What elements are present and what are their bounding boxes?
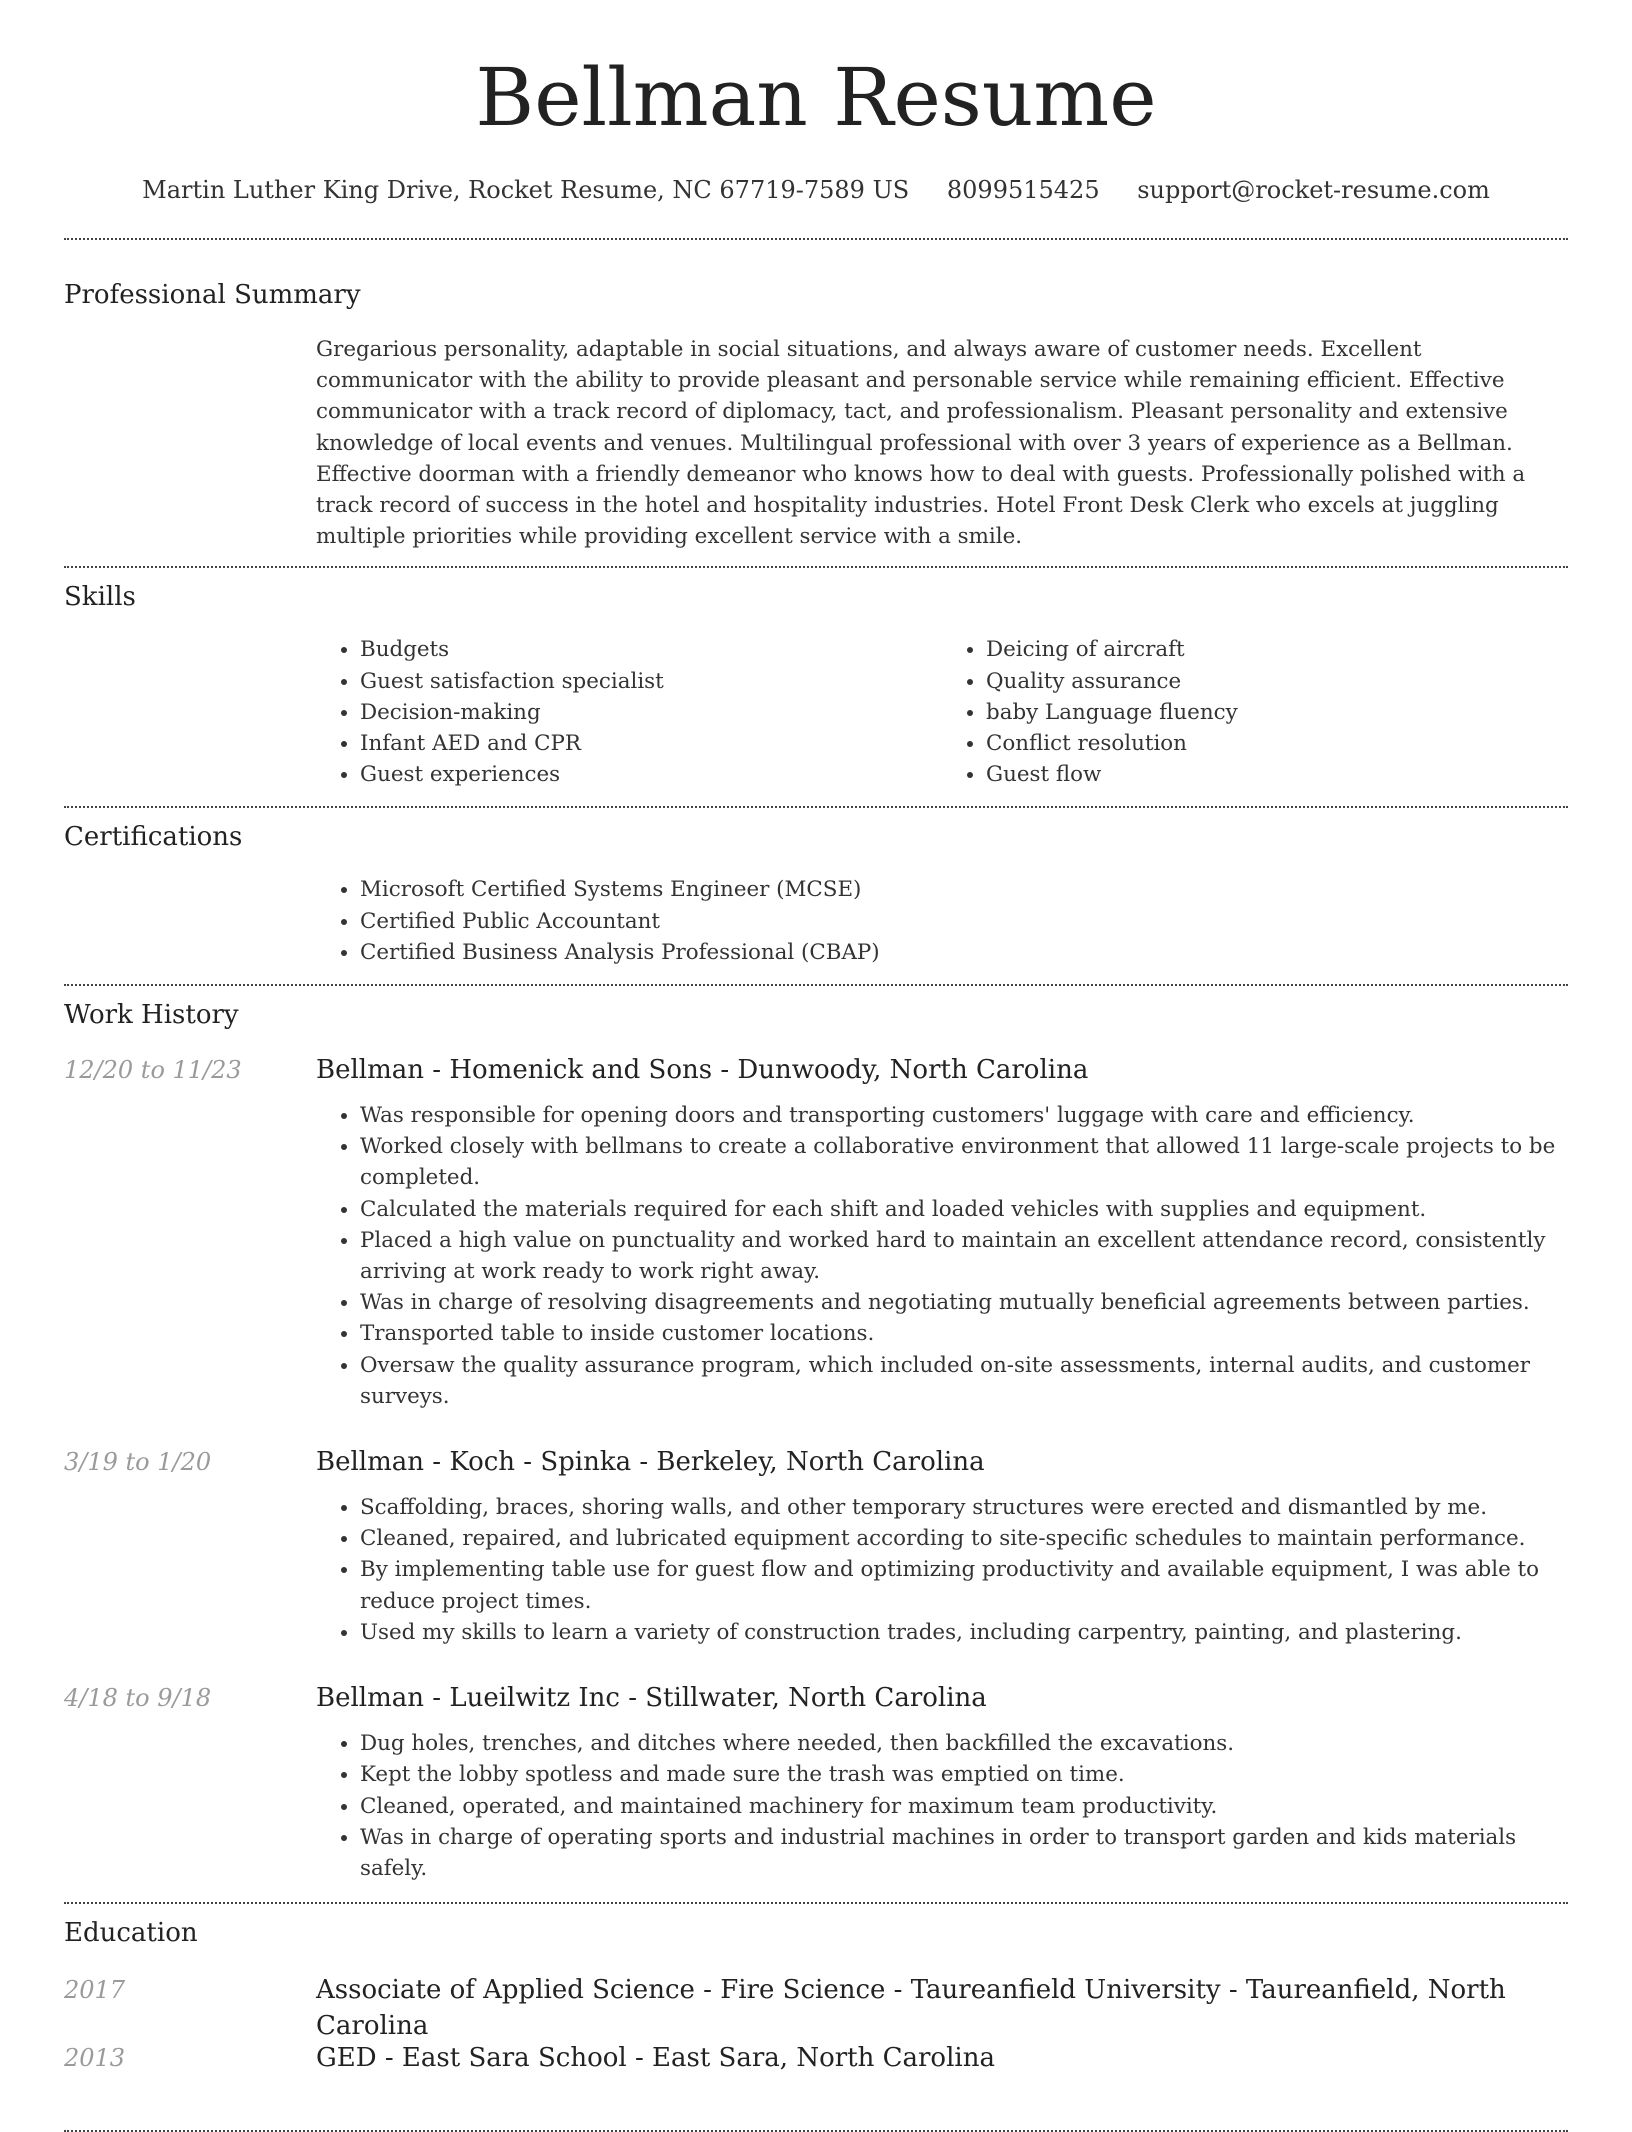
contact-email: support@rocket-resume.com — [1137, 176, 1490, 204]
job-date: 12/20 to 11/23 — [64, 1056, 242, 1085]
job-bullet: • Worked closely with bellmans to create a collaborative environment that allowed 11 large-scale projects to be completed. — [360, 1131, 1568, 1193]
section-heading: Certifications — [64, 822, 243, 853]
section-heading: Professional Summary — [64, 280, 361, 310]
job-entry — [64, 1680, 1568, 1902]
skill-item: • Decision-making — [360, 697, 942, 728]
job-bullet: • Was in charge of resolving disagreements and negotiating mutually beneficial agreements between parties. — [360, 1287, 1568, 1318]
education-date: 2013 — [64, 2044, 126, 2073]
section-heading: Skills — [64, 582, 136, 613]
education-entry — [64, 1972, 1568, 2040]
education-degree: GED - East Sara School - East Sara, North Carolina — [316, 2043, 995, 2074]
job-bullet: • By implementing table use for guest flow and optimizing productivity and available equipment, I was able to reduce project times. — [360, 1554, 1568, 1616]
skill-item: • Quality assurance — [986, 666, 1568, 697]
contact-phone: 8099515425 — [946, 176, 1100, 204]
certification-item: • Certified Public Accountant — [360, 906, 1568, 937]
job-bullets — [316, 1100, 1568, 1412]
certification-item: • Microsoft Certified Systems Engineer (MCSE) — [360, 874, 1568, 905]
skill-item: • Guest experiences — [360, 759, 942, 790]
certification-item: • Certified Business Analysis Professional (CBAP) — [360, 937, 1568, 968]
skill-item: • Guest satisfaction specialist — [360, 666, 942, 697]
job-title: Bellman - Koch - Spinka - Berkeley, North Carolina — [316, 1447, 985, 1478]
skill-item: • Deicing of aircraft — [986, 634, 1568, 665]
job-bullet: • Calculated the materials required for each shift and loaded vehicles with supplies and equipment. — [360, 1194, 1568, 1225]
contact-line — [64, 176, 1568, 204]
section-professional-summary — [64, 240, 1568, 552]
education-entry — [64, 2040, 1568, 2108]
skills-list-right — [942, 634, 1568, 790]
job-title: Bellman - Lueilwitz Inc - Stillwater, North Carolina — [316, 1683, 987, 1714]
summary-text: Gregarious personality, adaptable in social situations, and always aware of customer needs. Excellent communicator with the ability to provide pleasant and personable service while remaining efficient. Effective communicator with a track record of diplomacy, tact, and professionalism. Pleasant personality and extensive knowledge of local events and venues. Multilingual professional with over 3 years of experience as a Bellman. Effective doorman with a friendly demeanor who knows how to deal with guests. Professionally polished with a track record of success in the hotel and hospitality industries. Hotel Front Desk Clerk who excels at juggling multiple priorities while providing excellent service with a smile. — [316, 337, 1526, 550]
section-education — [64, 1904, 1568, 2108]
section-work-history — [64, 986, 1568, 1902]
skill-item: • Guest flow — [986, 759, 1568, 790]
section-heading: Work History — [64, 1000, 239, 1031]
job-bullet: • Cleaned, repaired, and lubricated equipment according to site-specific schedules to maintain performance. — [360, 1523, 1568, 1554]
skills-list-left — [316, 634, 942, 790]
job-bullet: • Oversaw the quality assurance program, which included on-site assessments, internal audits, and customer surveys. — [360, 1350, 1568, 1412]
skill-item: • Conflict resolution — [986, 728, 1568, 759]
section-certifications — [64, 808, 1568, 968]
job-bullet: • Dug holes, trenches, and ditches where needed, then backfilled the excavations. — [360, 1728, 1568, 1759]
skill-item: • Infant AED and CPR — [360, 728, 942, 759]
job-bullets — [316, 1492, 1568, 1648]
skill-item: • baby Language fluency — [986, 697, 1568, 728]
education-date: 2017 — [64, 1976, 126, 2005]
skills-grid — [316, 634, 1568, 790]
section-heading: Education — [64, 1918, 198, 1949]
job-date: 3/19 to 1/20 — [64, 1448, 212, 1477]
job-bullet: • Transported table to inside customer locations. — [360, 1318, 1568, 1349]
job-bullet: • Scaffolding, braces, shoring walls, and other temporary structures were erected and dismantled by me. — [360, 1492, 1568, 1523]
job-bullet: • Was responsible for opening doors and transporting customers' luggage with care and efficiency. — [360, 1100, 1568, 1131]
resume-header — [64, 0, 1568, 204]
job-bullet: • Cleaned, operated, and maintained machinery for maximum team productivity. — [360, 1791, 1568, 1822]
job-date: 4/18 to 9/18 — [64, 1684, 212, 1713]
job-bullet: • Was in charge of operating sports and industrial machines in order to transport garden and kids materials safely. — [360, 1822, 1568, 1884]
contact-address: Martin Luther King Drive, Rocket Resume, NC 67719-7589 US — [142, 176, 910, 204]
job-bullet: • Kept the lobby spotless and made sure the trash was emptied on time. — [360, 1759, 1568, 1790]
job-bullets — [316, 1728, 1568, 1884]
education-degree: Associate of Applied Science - Fire Science - Taureanfield University - Taureanfield, North Carolina — [316, 1975, 1506, 2042]
certifications-list — [316, 874, 1568, 968]
skill-item: • Budgets — [360, 634, 942, 665]
job-bullet: • Used my skills to learn a variety of construction trades, including carpentry, painting, and plastering. — [360, 1617, 1568, 1648]
job-entry — [64, 1444, 1568, 1648]
job-bullet: • Placed a high value on punctuality and worked hard to maintain an excellent attendance record, consistently arriving at work ready to work right away. — [360, 1225, 1568, 1287]
job-entry — [64, 1052, 1568, 1412]
job-title: Bellman - Homenick and Sons - Dunwoody, North Carolina — [316, 1055, 1089, 1086]
section-skills — [64, 568, 1568, 790]
resume-title: Bellman Resume — [475, 51, 1157, 144]
